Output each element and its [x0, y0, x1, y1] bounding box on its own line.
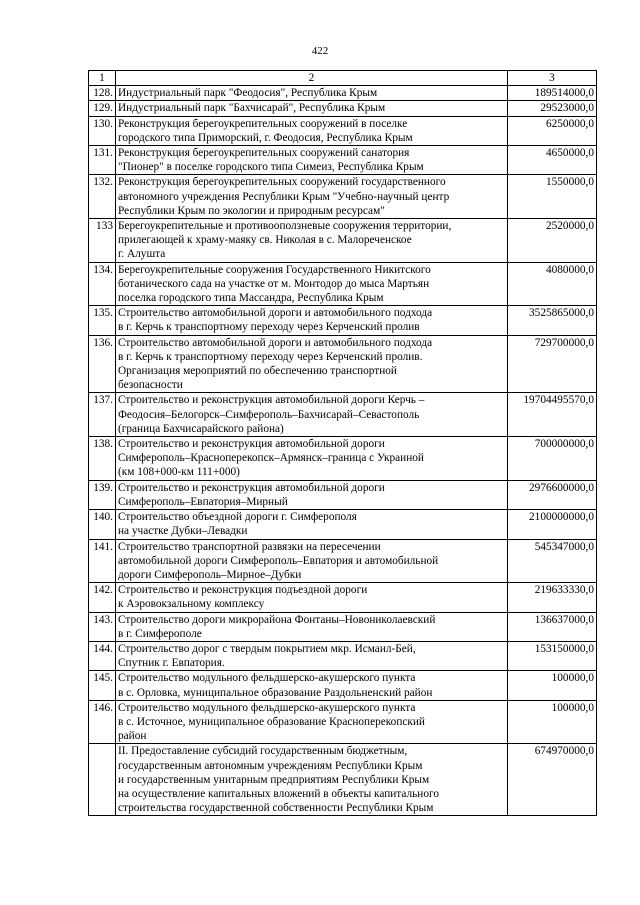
object-name-line: на участке Дубки–Левадки	[118, 525, 248, 538]
object-name-line: Организация мероприятий по обеспечению транспортной	[118, 365, 397, 378]
table-row	[89, 612, 597, 641]
object-name-line: городского типа Приморский, г. Феодосия, Республика Крым	[118, 131, 413, 144]
object-name	[116, 101, 508, 116]
table-row	[89, 583, 597, 612]
amount-value: 100000,0	[508, 700, 597, 744]
object-name	[116, 641, 508, 670]
object-name	[116, 437, 508, 481]
amount-value: 219633330,0	[508, 583, 597, 612]
amount-value: 674970000,0	[508, 744, 597, 816]
amount-value: 4080000,0	[508, 262, 597, 306]
object-name	[116, 510, 508, 539]
table-row	[89, 700, 597, 744]
row-number: 132.	[89, 175, 116, 219]
object-name	[116, 583, 508, 612]
table-row	[89, 510, 597, 539]
object-name-line: к Аэровокзальному комплексу	[118, 598, 265, 611]
amount-value: 1550000,0	[508, 175, 597, 219]
object-name-line: Спутник г. Евпатория.	[118, 657, 225, 670]
table-row	[89, 437, 597, 481]
page-number: 422	[311, 45, 329, 57]
object-name-line: Строительство дороги микрорайона Фонтаны–Новониколаевский	[118, 613, 436, 626]
object-name	[116, 671, 508, 700]
object-name	[116, 116, 508, 145]
column-header-name: 2	[116, 71, 508, 86]
table-row	[89, 101, 597, 116]
amount-value: 2976600000,0	[508, 480, 597, 509]
object-name	[116, 744, 508, 816]
amount-value: 19704495570,0	[508, 393, 597, 437]
object-name-line: дороги Симферополь–Мирное–Дубки	[118, 568, 302, 581]
object-name-line: автомобильной дороги Симферополь–Евпатория и автомобильной	[118, 554, 439, 567]
object-name-line: "Пионер" в поселке городского типа Симеиз, Республика Крым	[118, 161, 424, 174]
table-row	[89, 175, 597, 219]
object-name	[116, 539, 508, 583]
object-name	[116, 393, 508, 437]
object-name-line: Строительство и реконструкция автомобильной дороги	[118, 481, 385, 494]
object-name-line: на осуществление капитальных вложений в объекты капитального	[118, 787, 439, 800]
object-name-line: Строительство автомобильной дороги и автомобильного подхода	[118, 336, 433, 349]
object-name-line: в г. Керчь к транспортному переходу через Керченский пролив	[118, 321, 420, 334]
object-name-line: Берегоукрепительные сооружения Государственного Никитского	[118, 263, 431, 276]
object-name-line: II. Предоставление субсидий государственным бюджетным,	[118, 745, 408, 758]
row-number: 139.	[89, 480, 116, 509]
table-header-row	[89, 71, 597, 86]
object-name-line: Берегоукрепительные и противооползневые сооружения территории,	[118, 220, 452, 233]
amount-value: 2100000000,0	[508, 510, 597, 539]
object-name-line: Индустриальный парк "Бахчисарай", Республика Крым	[118, 102, 386, 115]
row-number: 145.	[89, 671, 116, 700]
object-name	[116, 335, 508, 393]
object-name-line: строительства государственной собственности Республики Крым	[118, 802, 434, 815]
row-number: 144.	[89, 641, 116, 670]
object-name-line: Строительство и реконструкция автомобильной дороги	[118, 438, 385, 451]
object-name	[116, 700, 508, 744]
object-name-line: в с. Источное, муниципальное образование Красноперекопский	[118, 715, 425, 728]
table-row	[89, 86, 597, 101]
object-name-line: и государственным унитарным предприятиям Республики Крым	[118, 773, 430, 786]
amount-value: 6250000,0	[508, 116, 597, 145]
object-name	[116, 262, 508, 306]
amount-value: 2520000,0	[508, 219, 597, 263]
capital-investment-table	[88, 70, 597, 816]
row-number: 146.	[89, 700, 116, 744]
object-name-line: Индустриальный парк "Феодосия", Республика Крым	[118, 87, 378, 100]
table-row	[89, 671, 597, 700]
object-name-line: безопасности	[118, 379, 183, 392]
object-name-line: Реконструкция берегоукрепительных сооружений государственного	[118, 176, 446, 189]
object-name	[116, 612, 508, 641]
row-number: 142.	[89, 583, 116, 612]
row-number: 136.	[89, 335, 116, 393]
row-number: 137.	[89, 393, 116, 437]
table-row	[89, 641, 597, 670]
amount-value: 700000000,0	[508, 437, 597, 481]
object-name	[116, 480, 508, 509]
row-number: 131.	[89, 146, 116, 175]
amount-value: 4650000,0	[508, 146, 597, 175]
object-name-line: район	[118, 730, 147, 743]
column-header-number: 1	[89, 71, 116, 86]
row-number: 134.	[89, 262, 116, 306]
amount-value: 100000,0	[508, 671, 597, 700]
object-name-line: Строительство модульного фельдшерско-акушерского пункта	[118, 672, 416, 685]
row-number	[89, 744, 116, 816]
table-body	[89, 86, 597, 816]
object-name-line: ботанического сада на участке от м. Монтодор до мыса Мартьян	[118, 277, 430, 290]
object-name-line: Строительство транспортной развязки на пересечении	[118, 540, 381, 553]
object-name-line: Строительство и реконструкция подъездной дороги	[118, 584, 368, 597]
object-name-line: прилегающей к храму-маяку св. Николая в с. Малореченское	[118, 234, 412, 247]
table-row	[89, 335, 597, 393]
amount-value: 3525865000,0	[508, 306, 597, 335]
object-name-line: Феодосия–Белогорск–Симферополь–Бахчисарай–Севастополь	[118, 408, 420, 421]
object-name	[116, 86, 508, 101]
object-name-line: Симферополь–Евпатория–Мирный	[118, 495, 288, 508]
object-name-line: автономного учреждения Республики Крым "Учебно-научный центр	[118, 190, 450, 203]
table-row	[89, 116, 597, 145]
table-row	[89, 480, 597, 509]
object-name-line: Строительство объездной дороги г. Симферополя	[118, 511, 357, 524]
object-name-line: в с. Орловка, муниципальное образование Раздольненский район	[118, 686, 433, 699]
object-name-line: Строительство автомобильной дороги и автомобильного подхода	[118, 307, 433, 320]
object-name-line: в г. Симферополе	[118, 627, 202, 640]
object-name-line: Симферополь–Красноперекопск–Армянск–граница с Украиной	[118, 452, 424, 465]
table-row	[89, 539, 597, 583]
object-name-line: Реконструкция берегоукрепительных сооружений санатория	[118, 147, 410, 160]
row-number: 128.	[89, 86, 116, 101]
row-number: 138.	[89, 437, 116, 481]
object-name	[116, 306, 508, 335]
row-number: 135.	[89, 306, 116, 335]
object-name	[116, 175, 508, 219]
table-row	[89, 146, 597, 175]
object-name-line: в г. Керчь к транспортному переходу через Керченский пролив.	[118, 350, 423, 363]
table-row	[89, 744, 597, 816]
row-number: 141.	[89, 539, 116, 583]
table-row	[89, 262, 597, 306]
object-name-line: г. Алушта	[118, 248, 166, 261]
table-row	[89, 219, 597, 263]
amount-value: 136637000,0	[508, 612, 597, 641]
object-name-line: государственным автономным учреждениям Республики Крым	[118, 759, 423, 772]
amount-value: 729700000,0	[508, 335, 597, 393]
amount-value: 29523000,0	[508, 101, 597, 116]
object-name-line: Реконструкция берегоукрепительных сооружений в поселке	[118, 117, 408, 130]
row-number: 143.	[89, 612, 116, 641]
object-name-line: (км 108+000-км 111+000)	[118, 466, 240, 479]
object-name	[116, 219, 508, 263]
object-name-line: Строительство и реконструкция автомобильной дороги Керчь –	[118, 394, 425, 407]
object-name	[116, 146, 508, 175]
table-row	[89, 393, 597, 437]
amount-value: 153150000,0	[508, 641, 597, 670]
amount-value: 189514000,0	[508, 86, 597, 101]
object-name-line: (граница Бахчисарайского района)	[118, 422, 284, 435]
row-number: 133	[89, 219, 116, 263]
object-name-line: Республики Крым по экологии и природным ресурсам"	[118, 204, 385, 217]
row-number: 130.	[89, 116, 116, 145]
amount-value: 545347000,0	[508, 539, 597, 583]
column-header-amount: 3	[508, 71, 597, 86]
object-name-line: Строительство дорог с твердым покрытием мкр. Исмаил-Бей,	[118, 642, 416, 655]
table-row	[89, 306, 597, 335]
row-number: 140.	[89, 510, 116, 539]
object-name-line: поселка городского типа Массандра, Республика Крым	[118, 292, 384, 305]
object-name-line: Строительство модульного фельдшерско-акушерского пункта	[118, 701, 416, 714]
row-number: 129.	[89, 101, 116, 116]
